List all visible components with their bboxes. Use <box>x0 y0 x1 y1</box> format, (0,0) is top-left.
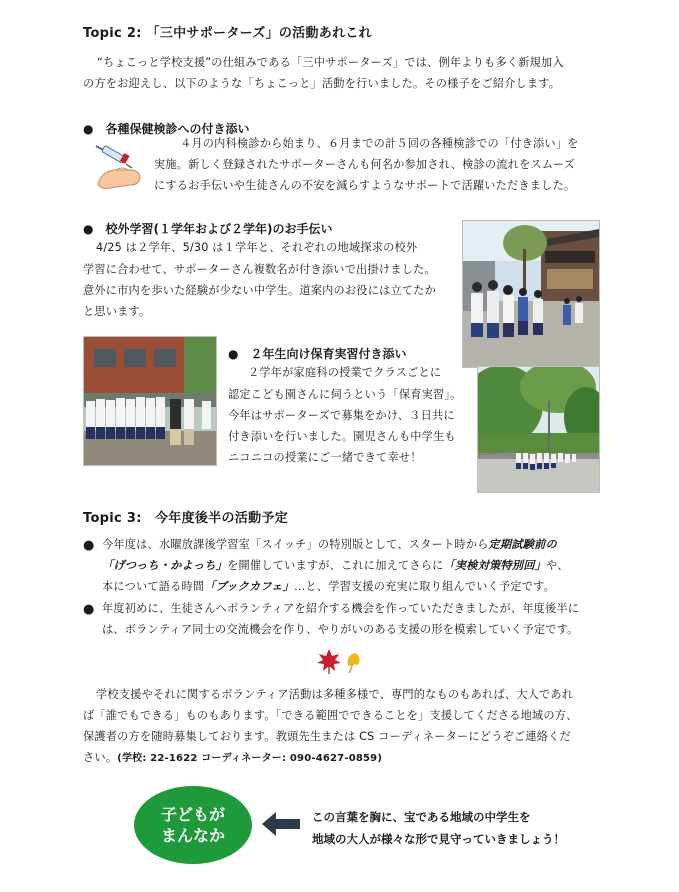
nursery-line4: 付き添いを行いました。園児さんも中学生も <box>228 430 456 443</box>
topic3-bullet2-dot: ● <box>83 602 95 617</box>
b1-text-a: 今年度は、水曜放課後学習室「スイッチ」の特別版として、スタート時から <box>102 538 489 551</box>
field-trip-heading: ● 校外学習(１学年および２学年)のお手伝い <box>83 222 333 236</box>
b1-em-special: 「実検対策特別回」 <box>443 559 547 572</box>
b1-text-c: や、 <box>546 559 569 572</box>
topic2-title: Topic 2: 「三中サポーターズ」の活動あれこれ <box>83 26 372 41</box>
nursery-line5: ニコニコの授業にご一緒できて幸せ！ <box>228 451 422 464</box>
slogan-message <box>312 806 565 850</box>
nursery-line2: 認定こども園さんに伺うという「保育実習」。 <box>228 388 462 401</box>
topic2-intro-line1: “ちょこっと学校支援”の仕組みである「三中サポーターズ」では、例年よりも多く新規加入 <box>97 56 564 69</box>
b1-text-d: 本について語る時間 <box>102 580 205 593</box>
closing-line4-text: さい。 <box>83 751 118 764</box>
slogan-oval <box>134 786 252 864</box>
health-line1: ４月の内科検診から始まり、６月までの計５回の各種検診での「付き添い」を <box>180 137 579 150</box>
health-heading: ● 各種保健検診への付き添い <box>83 122 250 136</box>
closing-line4 <box>83 747 658 769</box>
field-trip-line1: 4/25 は２学年、5/30 は１学年と、それぞれの地域探求の校外 <box>96 241 418 254</box>
field-trip-line3: 意外に市内を歩いた経験が少ない中学生。道案内のお役には立てたか <box>83 284 437 297</box>
nursery-heading: ● ２年生向け保育実習付き添い <box>228 347 407 361</box>
arrow-left-icon <box>262 812 302 836</box>
slogan-msg-line2: 地域の大人が様々な形で見守っていきましょう！ <box>312 832 565 846</box>
slogan-oval-line2: まんなか <box>160 826 225 845</box>
closing-line3: 保護者の方を随時募集しております。教頭先生または CS コーディネーターにどうぞご連絡くだ <box>83 730 571 743</box>
topic3-bullet2-line2: は、ボランティア同士の交流機会を作り、やりがいのある支援の形を模索していく予定です。 <box>102 623 579 636</box>
slogan-oval-line1: 子どもが <box>160 805 225 824</box>
b1-text-b: を開催していますが、これに加えてさらに <box>227 559 444 572</box>
contact-numbers: (学校: 22-1622 コーディネーター: 090-4627-0859) <box>117 753 383 764</box>
b1-text-e: …と、学習支援の充実に取り組んでいく予定です。 <box>294 580 556 593</box>
closing-line2: ば「誰でもできる」ものもあります。「できる範囲でできることを」支援してくださる地域の方、 <box>83 709 578 722</box>
topic3-bullet1-dot: ● <box>83 538 95 553</box>
closing-line1: 学校支援やそれに関するボランティア活動は多種多様で、専門的なものもあれば、大人であれ <box>96 688 574 701</box>
health-line3: にするお手伝いや生徒さんの不安を減らすようなサポートで活躍いただきました。 <box>154 179 576 192</box>
topic3-bullet2-line1: 年度初めに、生徒さんへボランティアを紹介する機会を作っていただきましたが、年度後半に <box>102 602 580 615</box>
b1-em-exam: 定期試験前の <box>488 538 557 551</box>
syringe-arm-icon <box>92 140 148 192</box>
field-trip-line2: 学習に合わせて、サポーターさん複数名が付き添いで出掛けました。 <box>83 263 436 276</box>
nursery-line3: 今年はサポーターズで募集をかけ、３日共に <box>228 409 455 422</box>
topic3-bullet1-line3 <box>102 576 662 597</box>
topic3-title: Topic 3: 今年度後半の活動予定 <box>83 511 289 526</box>
topic3-bullet1-line1 <box>102 534 662 555</box>
health-line2: 実施。新しく登録されたサポーターさんも何名か参加され、検診の流れをスムーズ <box>154 158 575 171</box>
topic3-bullet1-line2 <box>102 555 662 576</box>
slogan-msg-line1: この言葉を胸に、宝である地域の中学生を <box>312 810 531 824</box>
nursery-line1: ２学年が家庭科の授業でクラスごとに <box>248 366 442 379</box>
field-trip-line4: と思います。 <box>83 305 151 318</box>
photo-school-group <box>83 336 217 466</box>
b1-em-bookcafe: 「ブックカフェ」 <box>204 580 295 593</box>
topic2-intro-line2: の方をお迎えし、以下のような「ちょこっと」活動を行いました。その様子をご紹介します。 <box>83 77 561 90</box>
b1-em-getsucchi: 「げつっち・かよっち」 <box>102 559 228 572</box>
photo-tree-road <box>477 366 600 493</box>
autumn-leaves-icon <box>316 647 364 675</box>
photo-street-walk <box>462 220 600 368</box>
